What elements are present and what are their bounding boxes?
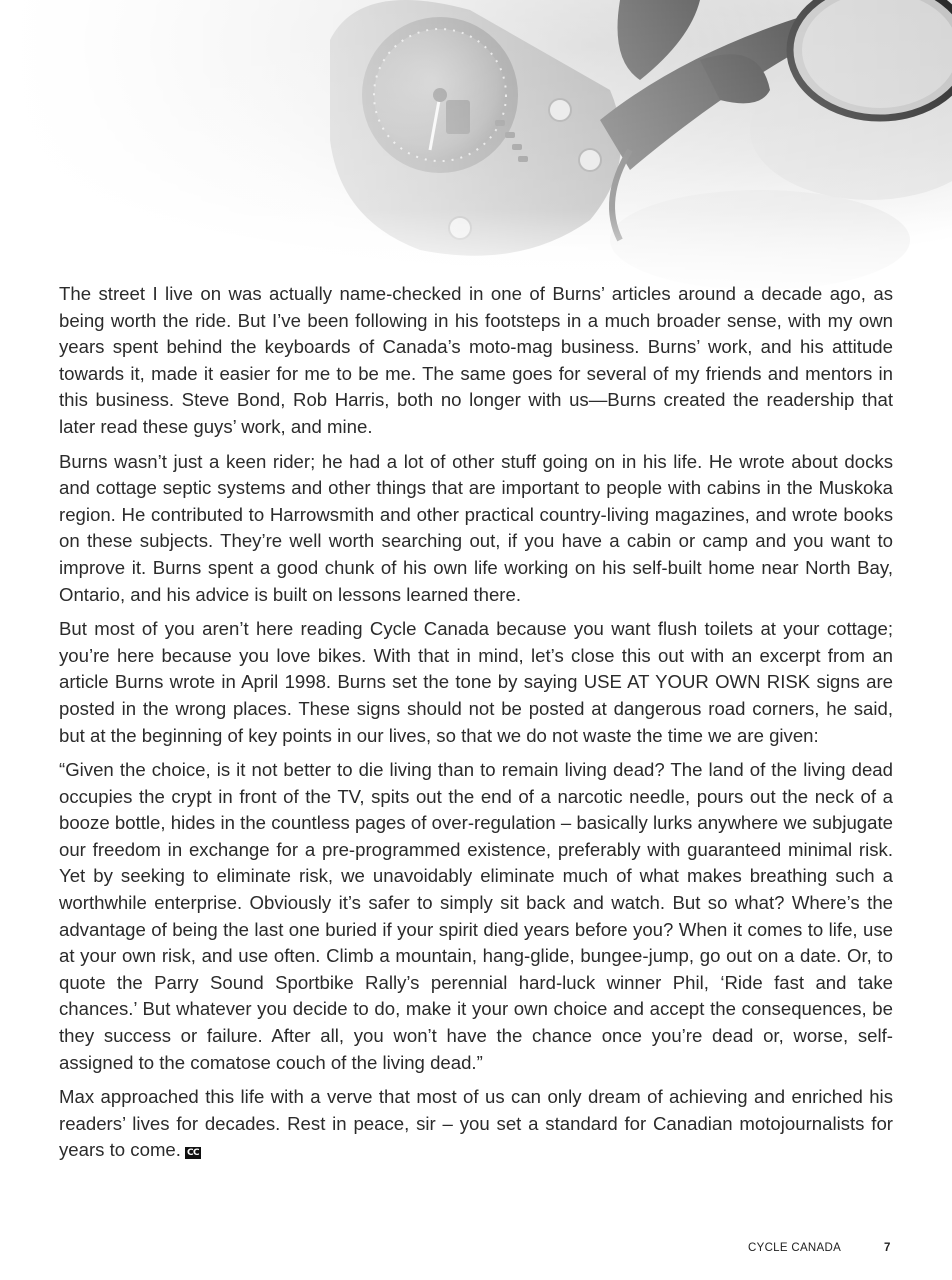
quote-paragraph: “Given the choice, is it not better to die living than to remain living dead? The land of the living dead occupies the crypt in front of the TV, spits out the end of a narcotic needle, pours out the neck of a booze bottle, hides in the countless pages of over-regulation – basically lurks anywhere we subjugate our freedom in exchange for a pre-programmed existence, preferably with guaranteed minimal risk. Yet by seeking to eliminate risk, we unavoidably eliminate much of what makes breathing such a worthwhile enterprise. Obviously it’s safer to simply sit back and watch. But so what? Where’s the advantage of being the last one buried if your spirit died years before you? When it comes to life, use at your own risk, and use often. Climb a mountain, hang-glide, bungee-jump, go out on a date. Or, to quote the Parry Sound Sportbike Rally’s perennial hard-luck winner Phil, ‘Ride fast and take chances.’ But whatever you decide to do, make it your own choice and accept the consequences, be they success or failure. After all, you won’t have the chance once you’re dead or, worse, self-assigned to the comatose couch of the living dead.”: [59, 759, 893, 1073]
hero-photo: [0, 0, 952, 300]
magazine-name: CYCLE CANADA: [748, 1242, 842, 1254]
paragraph: Burns wasn’t just a keen rider; he had a lot of other stuff going on in his life. He wrote about docks and cottage septic systems and other things that are important to people with cabins in the Muskoka region. He contributed to Harrowsmith and other practical country-living magazines, and wrote books on these subjects. They’re well worth searching out, if you have a cabin or camp and you want to improve it. Burns spent a good chunk of his own life working on his self-built home near North Bay, Ontario, and his advice is built on lessons learned there.: [59, 450, 893, 605]
page-number: 7: [884, 1242, 891, 1254]
cycle-canada-endmark-icon: CC: [186, 1148, 200, 1159]
paragraph: The street I live on was actually name-checked in one of Burns’ articles around a decade ago, as being worth the ride. But I’ve been following in his footsteps in a much broader sense, with my own years spent behind the keyboards of Canada’s moto-mag business. Burns’ work, and his attitude towards it, made it easier for me to be me. The same goes for several of my friends and mentors in this business. Steve Bond, Rob Harris, both no longer with us—Burns created the readership that later read these guys’ work, and mine.: [59, 283, 893, 437]
article-body: [59, 281, 893, 1172]
closing-text: Max approached this life with a verve that most of us can only dream of achieving and enriched his readers’ lives for decades. Rest in peace, sir – you set a standard for Canadian motojournalists for years to come.: [59, 1086, 893, 1161]
closing-paragraph: [59, 1084, 893, 1164]
paragraph: But most of you aren’t here reading Cycle Canada because you want flush toilets at your cottage; you’re here because you love bikes. With that in mind, let’s close this out with an excerpt from an article Burns wrote in April 1998. Burns set the tone by saying USE AT YOUR OWN RISK signs are posted in the wrong places. These signs should not be posted at dangerous road corners, he said, but at the beginning of key points in our lives, so that we do not waste the time we are given:: [59, 618, 893, 746]
motorcycle-handlebar-icon: [0, 0, 952, 300]
page-footer: [0, 1242, 952, 1258]
